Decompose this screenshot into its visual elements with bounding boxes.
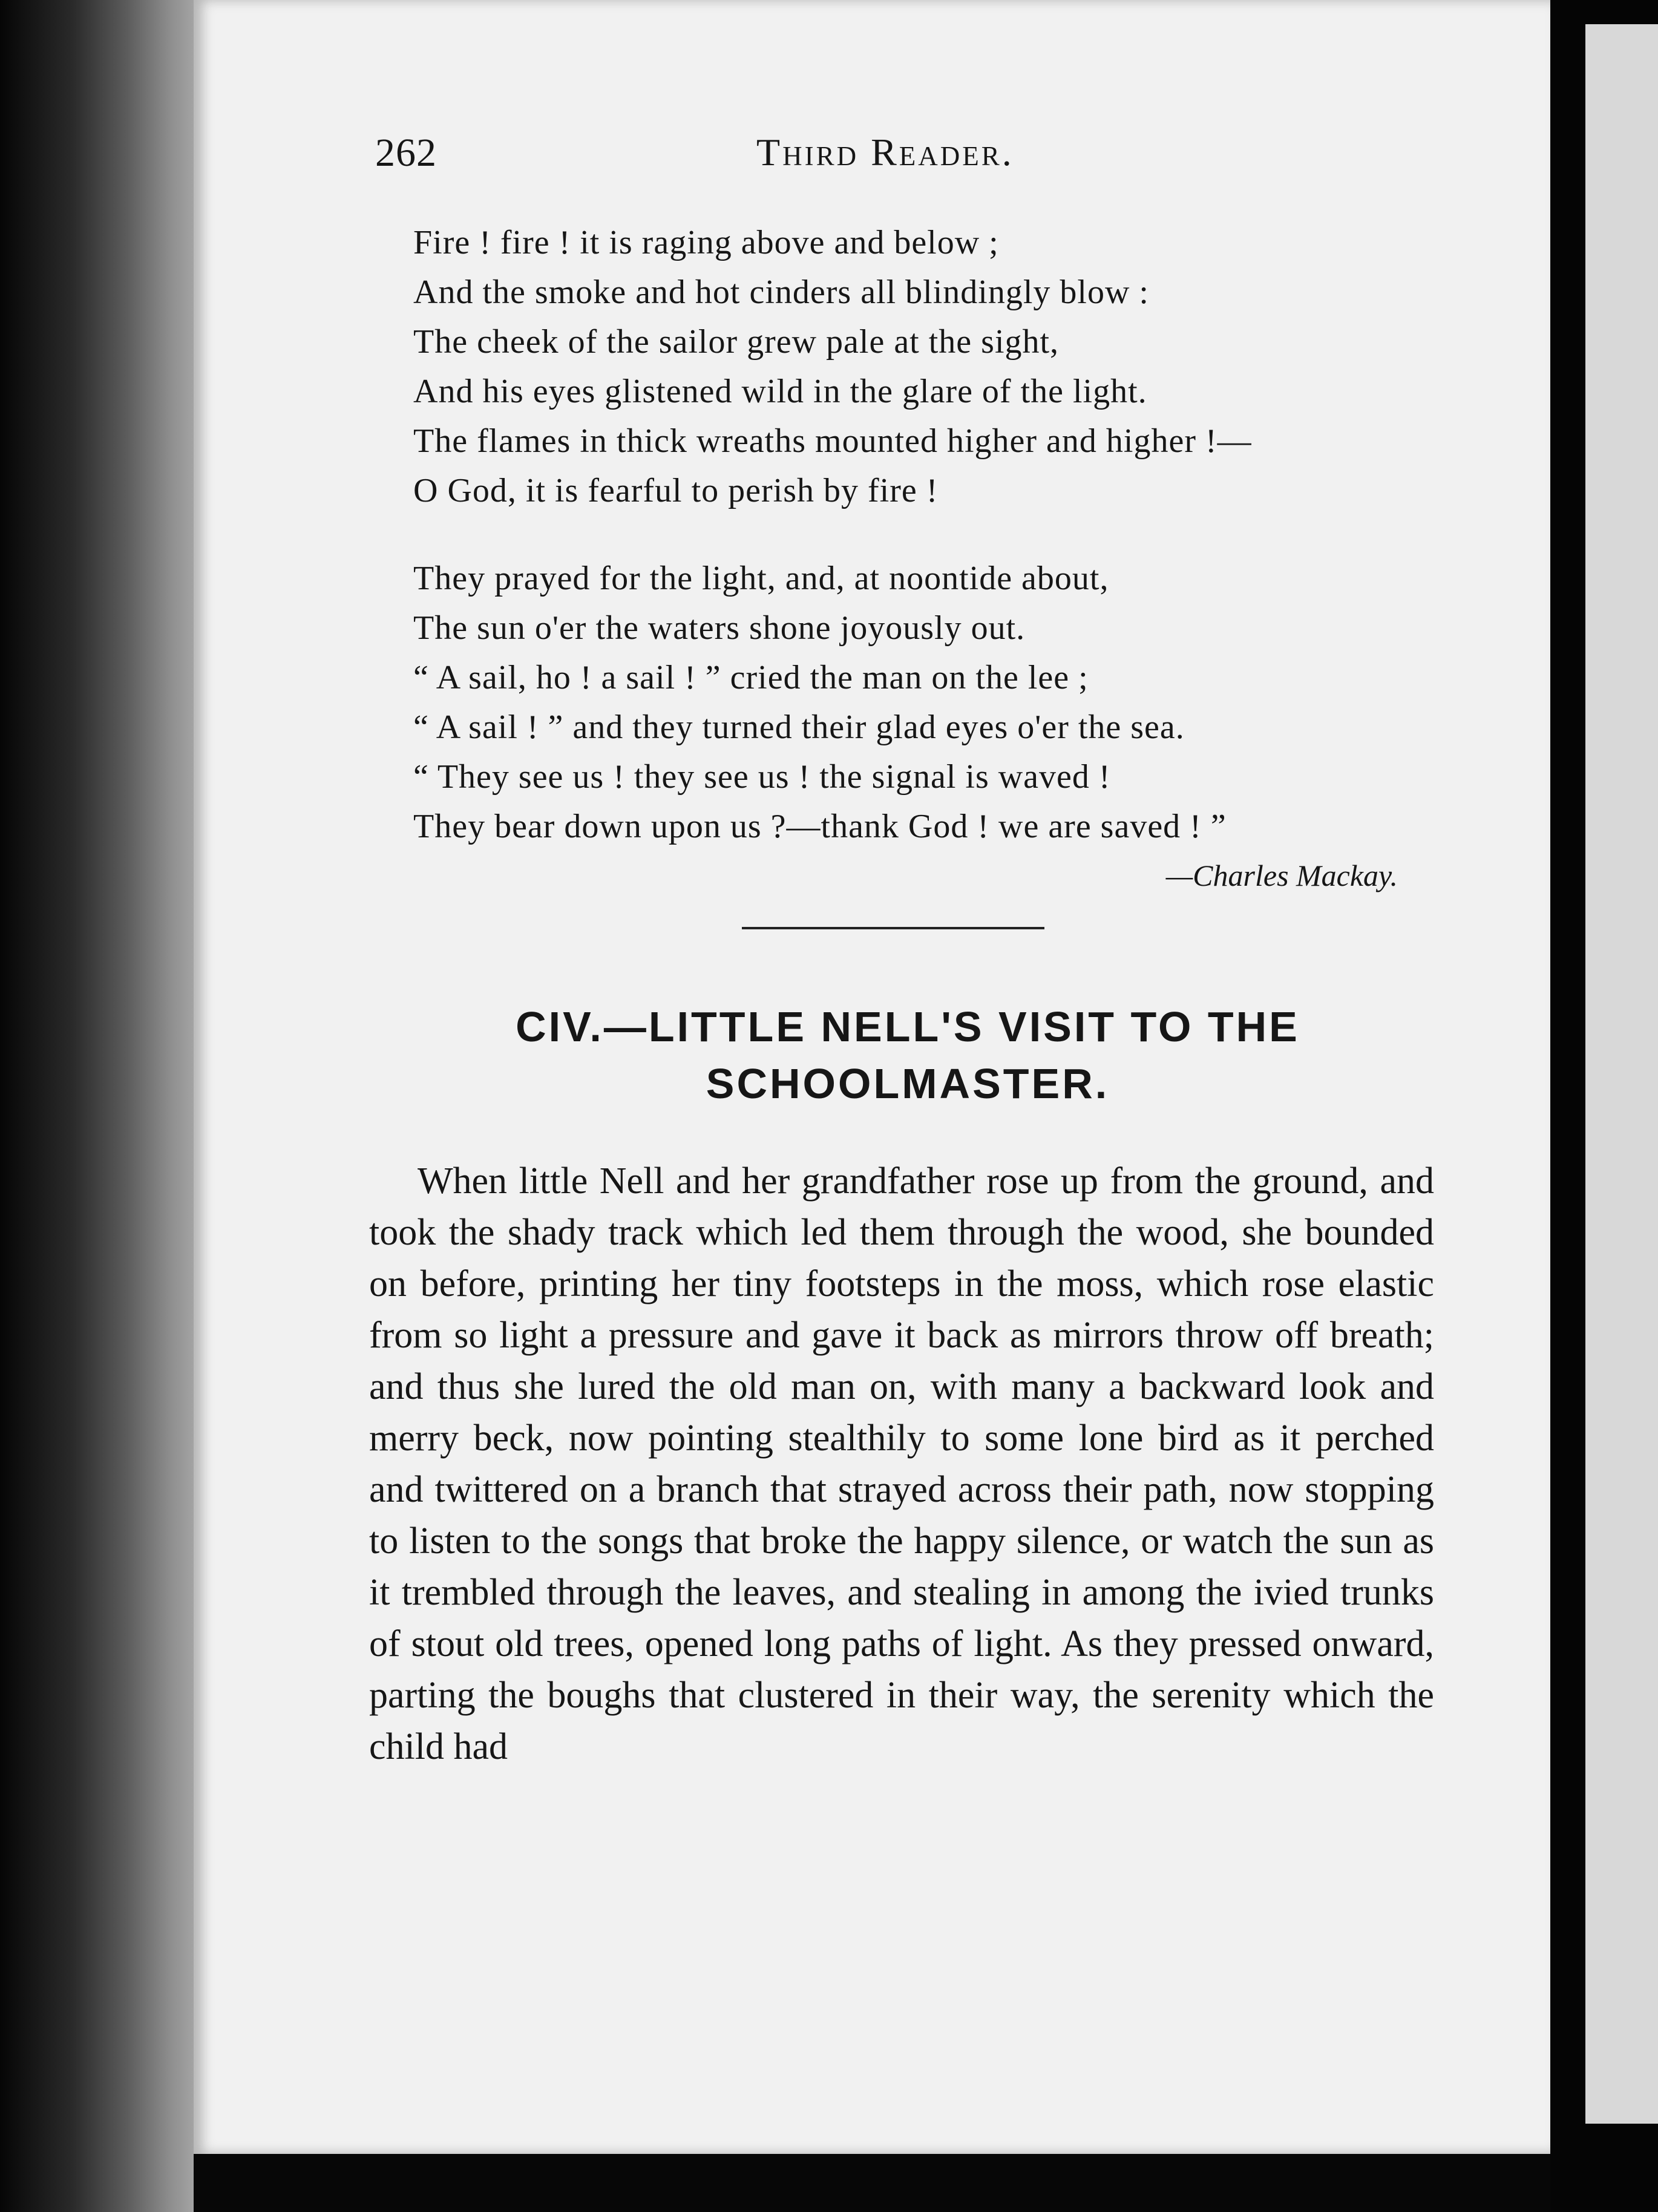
chapter-title-line-1: CIV.—LITTLE NELL'S VISIT TO THE <box>516 1003 1300 1050</box>
chapter-title <box>387 998 1428 1112</box>
verse-line: The sun o'er the waters shone joyously out. <box>413 609 1026 647</box>
chapter-title-line-2: SCHOOLMASTER. <box>706 1060 1110 1107</box>
running-title: Third Reader. <box>756 131 1014 174</box>
body-paragraph: When little Nell and her grandfather rose up from the ground, and took the shady track which led them through the wood, she bounded on before, printing her tiny footsteps in the moss, which rose elastic from so light a pressure and gave it back as mirrors throw off breath; and thus she lured the old man on, with many a backward look and merry beck, now pointing stealthily to some lone bird as it perched and twittered on a branch that strayed across their path, now stopping to listen to the songs that broke the happy silence, or watch the sun as it trembled through the leaves, and stealing in among the ivied trunks of stout old trees, opened long paths of light. As they pressed onward, parting the boughs that clustered in their way, the serenity which the child had <box>369 1160 1434 1767</box>
poem-attribution: —Charles Mackay. <box>1165 859 1398 892</box>
verse-line: And the smoke and hot cinders all blindingly blow : <box>413 273 1149 311</box>
next-page-edge <box>1585 24 1658 2124</box>
verse-line: The cheek of the sailor grew pale at the sight, <box>413 323 1060 361</box>
verse-line: Fire ! fire ! it is raging above and below ; <box>413 224 999 261</box>
poem-stanza-2 <box>413 554 1466 851</box>
verse-line: “ A sail, ho ! a sail ! ” cried the man on the lee ; <box>413 659 1089 696</box>
verse-line: “ A sail ! ” and they turned their glad eyes o'er the sea. <box>413 708 1185 746</box>
section-divider <box>742 927 1044 929</box>
verse-line: O God, it is fearful to perish by fire ! <box>413 472 939 509</box>
page-header <box>375 130 1059 185</box>
verse-line: They prayed for the light, and, at noontide about, <box>413 560 1109 597</box>
page-number: 262 <box>375 131 437 175</box>
verse-line: They bear down upon us ?—thank God ! we are saved ! ” <box>413 808 1227 845</box>
scan-border-bottom <box>194 2154 1550 2212</box>
verse-line: “ They see us ! they see us ! the signal is waved ! <box>413 758 1111 796</box>
book-spine-shadow <box>0 0 200 2212</box>
verse-line: And his eyes glistened wild in the glare of the light. <box>413 373 1147 410</box>
verse-line: The flames in thick wreaths mounted higher and higher !— <box>413 422 1252 460</box>
poem-stanza-1 <box>413 218 1466 515</box>
